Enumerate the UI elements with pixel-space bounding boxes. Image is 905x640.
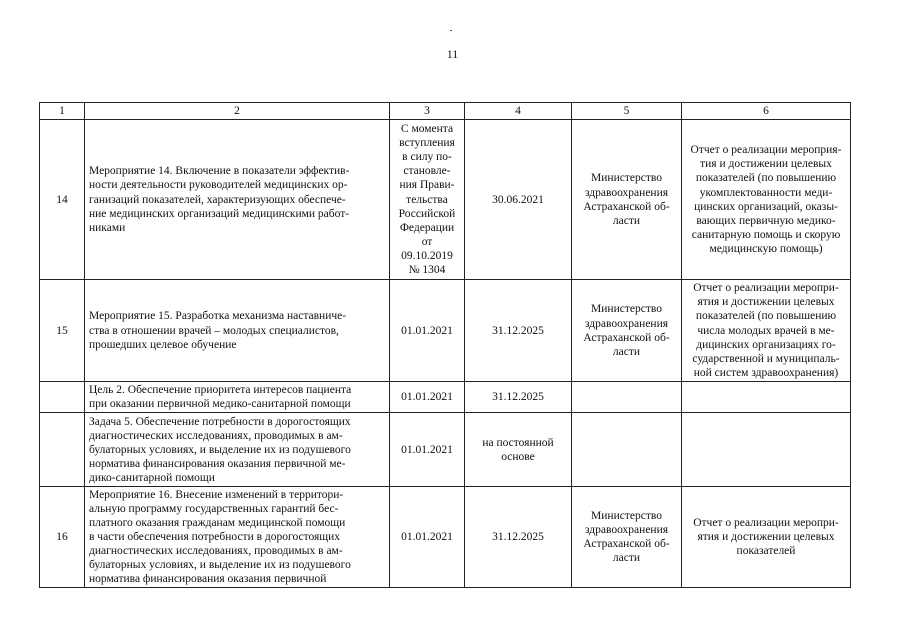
- row-number: [40, 382, 85, 413]
- header-col-1: 1: [40, 103, 85, 120]
- result-cell: Отчет о реализации мероприя- тия и достижении целевых показателей (по повышению укомплектованности меди- цинских организаций, оказы- вающих первичную медико- санитарную помощь и скорую медицинскую помощь): [682, 120, 851, 280]
- activity-cell: Цель 2. Обеспечение приоритета интересов пациента при оказании первичной медико-санитарной помощи: [85, 382, 390, 413]
- responsible-cell: [572, 382, 682, 413]
- row-number: 16: [40, 487, 85, 588]
- start-date-cell: 01.01.2021: [390, 487, 465, 588]
- table-row: [40, 413, 851, 487]
- start-date-cell: 01.01.2021: [390, 382, 465, 413]
- header-col-2: 2: [85, 103, 390, 120]
- scan-speck: [450, 30, 452, 31]
- table-header-row: [40, 103, 851, 120]
- result-cell: [682, 413, 851, 487]
- result-cell: [682, 382, 851, 413]
- header-col-3: 3: [390, 103, 465, 120]
- end-date-cell: 31.12.2025: [465, 382, 572, 413]
- end-date-cell: 31.12.2025: [465, 487, 572, 588]
- start-date-cell: 01.01.2021: [390, 413, 465, 487]
- responsible-cell: Министерство здравоохранения Астраханской об- ласти: [572, 487, 682, 588]
- end-date-cell: на постоянной основе: [465, 413, 572, 487]
- header-col-5: 5: [572, 103, 682, 120]
- header-col-4: 4: [465, 103, 572, 120]
- activity-cell: Мероприятие 16. Внесение изменений в территори- альную программу государственных гарантий бес- платного оказания гражданам медицинской помощи в части обеспечения потребности в дорогостоящих диагностических исследованиях, проводимых в ам- булаторных условиях, и выделение их из подушевого норматива финансирования оказания первичной: [85, 487, 390, 588]
- responsible-cell: Министерство здравоохранения Астраханской об- ласти: [572, 120, 682, 280]
- row-number: 14: [40, 120, 85, 280]
- start-date-cell: 01.01.2021: [390, 280, 465, 382]
- activity-cell: Задача 5. Обеспечение потребности в дорогостоящих диагностических исследованиях, проводимых в ам- булаторных условиях, и выделение их из подушевого норматива финансирования оказания первичной ме- дико-санитарной помощи: [85, 413, 390, 487]
- table-row: [40, 280, 851, 382]
- result-cell: Отчет о реализации меропри- ятия и достижении целевых показателей: [682, 487, 851, 588]
- start-date-cell: С момента вступления в силу по- становле- ния Прави- тельства Российской Федерации от 09.10.2019 № 1304: [390, 120, 465, 280]
- action-plan-table: [39, 102, 851, 588]
- end-date-cell: 30.06.2021: [465, 120, 572, 280]
- result-cell: Отчет о реализации меропри- ятия и достижении целевых показателей (по повышению числа молодых врачей в ме- дицинских организациях го- сударственной и муниципаль- ной систем здравоохранения): [682, 280, 851, 382]
- table-row: [40, 120, 851, 280]
- table-row: [40, 487, 851, 588]
- activity-cell: Мероприятие 15. Разработка механизма наставниче- ства в отношении врачей – молодых специалистов, прошедших целевое обучение: [85, 280, 390, 382]
- responsible-cell: Министерство здравоохранения Астраханской об- ласти: [572, 280, 682, 382]
- header-col-6: 6: [682, 103, 851, 120]
- table-row: [40, 382, 851, 413]
- end-date-cell: 31.12.2025: [465, 280, 572, 382]
- row-number: 15: [40, 280, 85, 382]
- responsible-cell: [572, 413, 682, 487]
- activity-cell: Мероприятие 14. Включение в показатели эффектив- ности деятельности руководителей медицинских ор- ганизаций показателей, характеризующих обеспече- ние медицинских организаций медицинскими работ- никами: [85, 120, 390, 280]
- row-number: [40, 413, 85, 487]
- page-number: 11: [446, 47, 459, 61]
